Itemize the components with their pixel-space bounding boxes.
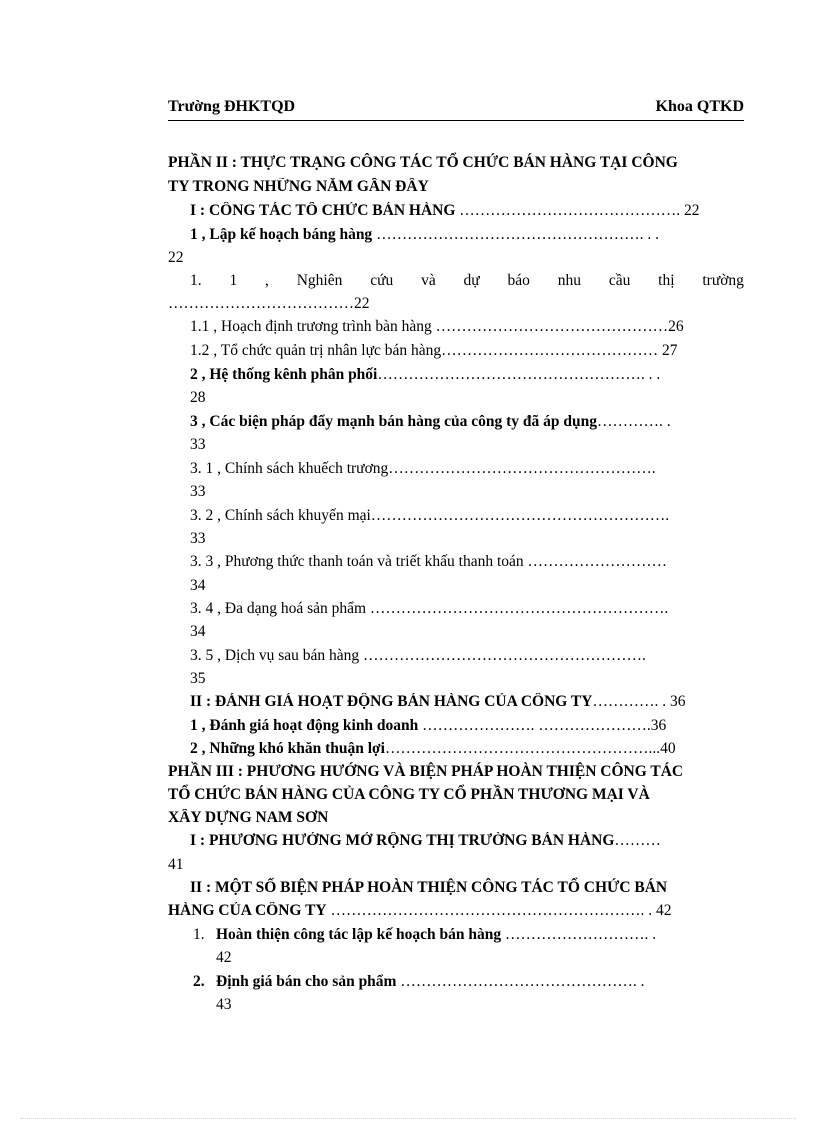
page-header xyxy=(168,98,744,121)
toc-entry-II-2 xyxy=(190,740,676,758)
toc-entry-1-dots: ……………………………………………. . . xyxy=(372,226,659,243)
word: cứu xyxy=(370,272,394,289)
toc-entry-3-5: 3. 5 , Dịch vụ sau bán hàng ………………………………………………. xyxy=(190,647,646,664)
toc-entry-II-2-dots: ……………………………………………...40 xyxy=(384,740,676,757)
word: 1 xyxy=(229,272,238,289)
toc-entry-1-text: 1 , Lập kế hoạch báng hàng xyxy=(190,226,373,243)
header-left: Trường ĐHKTQD xyxy=(168,98,296,115)
toc-entry-p3-I xyxy=(190,832,661,850)
toc-entry-II-dots: …………. . 36 xyxy=(592,693,686,710)
toc-entry-1-page: 22 xyxy=(168,249,184,266)
toc-entry-p3-1-dots: ………………………. . xyxy=(501,926,657,943)
word: trường xyxy=(702,272,744,289)
toc-entry-II-2-text: 2 , Những khó khăn thuận lợi xyxy=(190,740,385,757)
toc-entry-p3-I-dots: ……… xyxy=(614,832,661,849)
part2-heading-line1: PHẦN II : THỰC TRẠNG CÔNG TÁC TỔ CHỨC BÁN HÀNG TẠI CÔNG xyxy=(168,154,678,171)
toc-entry-2-page: 28 xyxy=(190,389,206,406)
toc-entry-3-3: 3. 3 , Phương thức thanh toán và triết khấu thanh toán ……………………… xyxy=(190,553,668,570)
part3-heading-line3: XÂY DỰNG NAM SƠN xyxy=(168,809,329,826)
toc-entry-3-dots: …………. . xyxy=(597,413,671,430)
toc-entry-p3-I-text: I : PHƯƠNG HƯỚNG MỞ RỘNG THỊ TRƯỜNG BÁN HÀNG xyxy=(190,832,615,849)
toc-entry-p3-1-page: 42 xyxy=(216,949,232,966)
word: nhu xyxy=(557,272,581,289)
toc-entry-p3-1-text: Hoàn thiện công tác lập kế hoạch bán hàng xyxy=(216,926,502,943)
toc-entry-p3-2-page: 43 xyxy=(216,996,232,1013)
page-bottom-border xyxy=(20,1118,796,1119)
toc-entry-1-1-plan: 1.1 , Hoạch định trương trình bàn hàng ………………………………………26 xyxy=(190,318,684,335)
word: dự xyxy=(463,272,480,289)
word: thị xyxy=(658,272,675,289)
word: và xyxy=(421,272,436,289)
toc-entry-p3-2-num: 2. xyxy=(193,973,205,990)
toc-entry-II-text: II : ĐÁNH GIÁ HOẠT ĐỘNG BÁN HÀNG CỦA CÔNG TY xyxy=(190,693,593,710)
part3-heading-line1: PHẦN III : PHƯƠNG HƯỚNG VÀ BIỆN PHÁP HOÀN THIỆN CÔNG TÁC xyxy=(168,763,684,780)
toc-entry-1-1-line1 xyxy=(190,272,744,290)
toc-entry-1-1-dots: ………………………………22 xyxy=(168,295,370,312)
toc-entry-II xyxy=(190,693,685,711)
toc-entry-p3-2-text: Định giá bán cho sản phẩm xyxy=(216,973,397,990)
toc-entry-II-1-text: 1 , Đánh giá hoạt động kinh doanh xyxy=(190,717,419,734)
header-right: Khoa QTKD xyxy=(655,98,744,115)
toc-entry-II-1 xyxy=(190,717,666,735)
toc-entry-3 xyxy=(190,413,671,431)
toc-entry-2-dots: ……………………………………………. . . xyxy=(377,366,661,383)
toc-entry-I xyxy=(190,202,700,220)
toc-entry-II-1-dots: …………………. ………………….36 xyxy=(418,717,667,734)
toc-entry-p3-II-dots: ……………………………………………………. . 42 xyxy=(326,902,672,919)
toc-entry-3-text: 3 , Các biện pháp đẩy mạnh bán hàng của công ty đã áp dụng xyxy=(190,413,598,430)
word: Nghiên xyxy=(296,272,343,289)
toc-entry-1-2: 1.2 , Tổ chức quản trị nhân lực bán hàng…………………………………… 27 xyxy=(190,342,678,359)
part3-heading-line2: TỔ CHỨC BÁN HÀNG CỦA CÔNG TY CỔ PHẦN THƯƠNG MẠI VÀ xyxy=(168,786,650,803)
word: báo xyxy=(507,272,530,289)
toc-entry-2-text: 2 , Hệ thống kênh phân phối xyxy=(190,366,378,383)
toc-entry-p3-2 xyxy=(216,973,644,991)
part2-heading-line2: TY TRONG NHỮNG NĂM GẦN ĐÂY xyxy=(168,178,429,195)
toc-entry-3-1: 3. 1 , Chính sách khuếch trương……………………………………………. xyxy=(190,460,656,477)
toc-entry-3-4-page: 34 xyxy=(190,623,206,640)
toc-entry-p3-1 xyxy=(216,926,656,944)
toc-entry-3-page: 33 xyxy=(190,436,206,453)
toc-entry-p3-2-dots: ………………………………………. . xyxy=(396,973,645,990)
toc-entry-p3-II-line2 xyxy=(168,902,671,920)
toc-entry-3-5-page: 35 xyxy=(190,670,206,687)
toc-entry-I-text: I : CÔNG TÁC TỔ CHỨC BÁN HÀNG xyxy=(190,202,456,219)
toc-entry-I-dots: ……………………………………. 22 xyxy=(455,202,700,219)
toc-entry-3-2: 3. 2 , Chính sách khuyến mại…………………………………………………. xyxy=(190,507,670,524)
word: 1. xyxy=(190,272,202,289)
word: , xyxy=(265,272,269,289)
toc-entry-3-1-page: 33 xyxy=(190,483,206,500)
toc-entry-1 xyxy=(190,226,659,244)
toc-entry-3-3-page: 34 xyxy=(190,577,206,594)
toc-entry-p3-II-line1: II : MỘT SỐ BIỆN PHÁP HOÀN THIỆN CÔNG TÁC TỔ CHỨC BÁN xyxy=(190,879,668,896)
toc-entry-p3-II-text: HÀNG CỦA CÔNG TY xyxy=(168,902,327,919)
word: cầu xyxy=(608,272,631,289)
toc-entry-3-2-page: 33 xyxy=(190,530,206,547)
toc-entry-p3-1-num: 1. xyxy=(193,926,205,943)
toc-entry-p3-I-page: 41 xyxy=(168,856,184,873)
toc-entry-3-4: 3. 4 , Đa dạng hoá sản phẩm …………………………………………………. xyxy=(190,600,669,617)
toc-entry-2 xyxy=(190,366,660,384)
